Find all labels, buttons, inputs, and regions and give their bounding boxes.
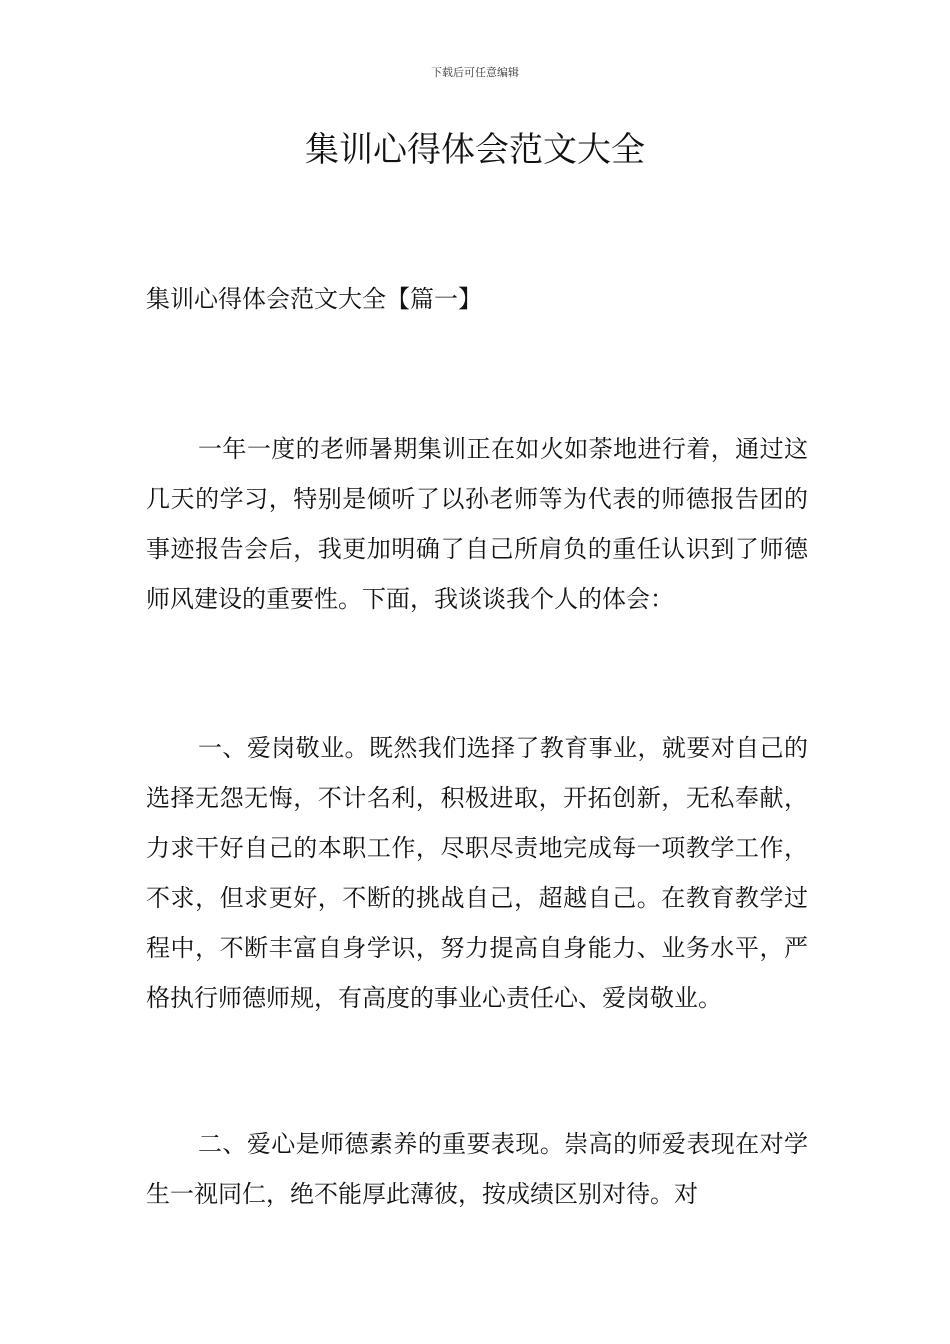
- document-title: 集训心得体会范文大全: [305, 130, 645, 170]
- page-header-note: 下载后可任意编辑: [431, 66, 519, 79]
- section-heading: 集训心得体会范文大全【篇一】: [146, 285, 482, 313]
- paragraph-point-one: 一、爱岗敬业。既然我们选择了教育事业，就要对自己的选择无怨无悔，不计名利，积极进取，开拓创新，无私奉献，力求干好自己的本职工作，尽职尽责地完成每一项教学工作，不求，但求更好，不断的挑战自己，超越自己。在教育教学过程中，不断丰富自身学识，努力提高自身能力、业务水平，严格执行师德师规，有高度的事业心责任心、爱岗敬业。: [146, 734, 808, 1012]
- paragraph-point-two: 二、爱心是师德素养的重要表现。崇高的师爱表现在对学生一视同仁，绝不能厚此薄彼，按成绩区别对待。对: [146, 1130, 808, 1208]
- paragraph-intro: 一年一度的老师暑期集训正在如火如荼地进行着，通过这几天的学习，特别是倾听了以孙老师等为代表的师德报告团的事迹报告会后，我更加明确了自己所肩负的重任认识到了师德师风建设的重要性。下面，我谈谈我个人的体会：: [146, 435, 808, 613]
